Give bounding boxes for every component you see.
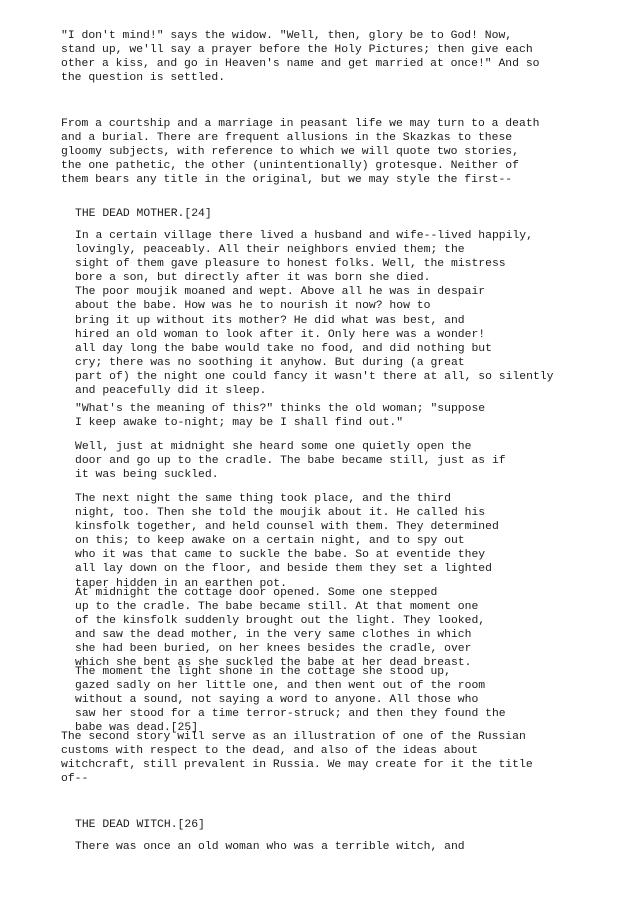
text-line: door and go up to the cradle. The babe became still, just as if <box>75 455 506 468</box>
text-line: them bears any title in the original, but we may style the first-- <box>61 174 513 187</box>
text-line: part of) the night one could fancy it wasn't there at all, so silently <box>75 370 554 383</box>
text-line: who it was that came to suckle the babe. So at eventide they <box>75 549 486 562</box>
text-line: hired an old woman to look after it. Only here was a wonder! <box>75 328 486 341</box>
text-line: and peacefully did it sleep. <box>75 385 267 398</box>
paragraph-second-story <box>61 730 533 786</box>
text-line: lovingly, peaceably. All their neighbors envied them; the <box>75 244 465 257</box>
story-title: THE DEAD WITCH.[26] <box>75 819 205 831</box>
story-title-dead-mother <box>75 207 212 221</box>
paragraph-midnight <box>75 440 506 482</box>
text-line: "I don't mind!" says the widow. "Well, then, glory be to God! Now, <box>61 30 513 42</box>
text-line: "What's the meaning of this?" thinks the old woman; "suppose <box>75 403 486 415</box>
text-line: bring it up without its mother? He did what was best, and <box>75 314 465 327</box>
text-line: babe was dead.[25] <box>75 722 199 735</box>
paragraph-old-woman-thinks <box>75 402 485 430</box>
text-line: on this; to keep awake on a certain night, and to spy out <box>75 535 465 548</box>
text-line: and a burial. There are frequent allusions in the Skazkas to these <box>61 132 513 145</box>
text-line: up to the cradle. The babe became still. At that moment one <box>75 601 479 614</box>
text-line: the question is settled. <box>61 72 226 85</box>
text-line: witchcraft, still prevalent in Russia. We may create for it the title <box>61 759 533 772</box>
text-line: the one pathetic, the other (unintentionally) grotesque. Neither of <box>61 160 519 173</box>
paragraph-next-night <box>75 492 499 591</box>
text-line: of the kinsfolk suddenly brought out the light. They looked, <box>75 615 486 628</box>
text-line: sight of them gave pleasure to honest folks. Well, the mistress <box>75 258 506 271</box>
text-line: In a certain village there lived a husband and wife--lived happily, <box>75 230 533 242</box>
text-line: The poor moujik moaned and wept. Above all he was in despair <box>75 286 486 299</box>
text-line: it was being suckled. <box>75 469 219 482</box>
text-line: gazed sadly on her little one, and then went out of the room <box>75 680 486 693</box>
text-line: Well, just at midnight she heard some one quietly open the <box>75 441 472 453</box>
text-line: of-- <box>61 773 89 786</box>
paragraph-introduction <box>61 117 540 187</box>
text-line: At midnight the cottage door opened. Some one stepped <box>75 587 438 599</box>
text-line: There was once an old woman who was a terrible witch, and <box>75 841 465 853</box>
paragraph-light-shone <box>75 665 506 735</box>
text-line: all lay down on the floor, and beside them they set a lighted <box>75 563 492 576</box>
story-title: THE DEAD MOTHER.[24] <box>75 208 212 220</box>
text-line: saw her stood for a time terror-struck; and then they found the <box>75 708 506 721</box>
text-line: all day long the babe would take no food, and did nothing but <box>75 342 492 355</box>
text-line: without a sound, not saying a word to anyone. All those who <box>75 694 479 707</box>
text-line: taper hidden in an earthen pot. <box>75 577 287 590</box>
paragraph-widow-reply <box>61 29 540 85</box>
text-line: she had been buried, on her knees besides the cradle, over <box>75 643 472 656</box>
story-title-dead-witch <box>75 818 205 832</box>
text-line: The next night the same thing took place, and the third <box>75 493 451 505</box>
text-line: about the babe. How was he to nourish it now? how to <box>75 300 431 313</box>
text-line: The moment the light shone in the cottage she stood up, <box>75 666 451 678</box>
paragraph-story-opening <box>75 229 554 398</box>
text-line: other a kiss, and go in Heaven's name and get married at once!" And so <box>61 58 540 71</box>
paragraph-witch-opening <box>75 840 465 854</box>
text-line: which she bent as she suckled the babe at her dead breast. <box>75 657 472 670</box>
text-line: gloomy subjects, with reference to which we will quote two stories, <box>61 146 519 159</box>
text-line: The second story will serve as an illustration of one of the Russian <box>61 731 526 743</box>
text-line: customs with respect to the dead, and also of the ideas about <box>61 745 478 758</box>
text-line: night, too. Then she told the moujik about it. He called his <box>75 507 486 520</box>
text-line: and saw the dead mother, in the very same clothes in which <box>75 629 472 642</box>
paragraph-cottage-door <box>75 586 485 671</box>
text-line: cry; there was no soothing it anyhow. But during (a great <box>75 356 465 369</box>
text-line: I keep awake to-night; may be I shall find out." <box>75 417 404 430</box>
text-line: kinsfolk together, and held counsel with them. They determined <box>75 521 499 534</box>
text-line: bore a son, but directly after it was born she died. <box>75 272 431 285</box>
text-line: From a courtship and a marriage in peasant life we may turn to a death <box>61 118 540 130</box>
text-line: stand up, we'll say a prayer before the Holy Pictures; then give each <box>61 44 533 57</box>
